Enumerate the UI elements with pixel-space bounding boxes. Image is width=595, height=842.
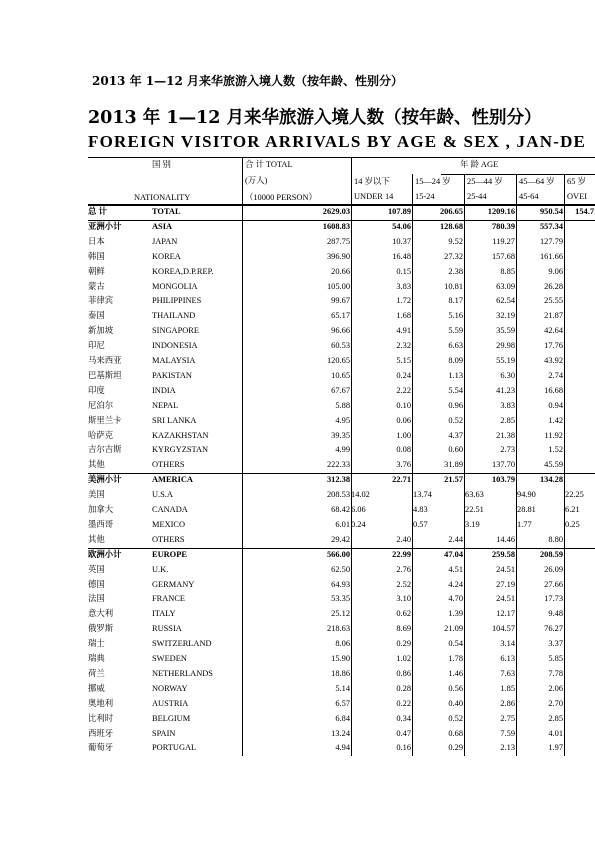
row-value-total: 99.67 — [331, 296, 350, 306]
row-value-total: 105.00 — [326, 281, 350, 291]
column-divider — [242, 204, 243, 756]
row-value-c: 2.73 — [500, 445, 515, 455]
row-name-cn: 欧洲小计 — [88, 549, 122, 559]
row-value-b: 206.65 — [439, 207, 463, 216]
row-value-a: 0.10 — [396, 400, 411, 410]
row-value-total: 20.66 — [331, 266, 350, 276]
row-value-e: 6.21 — [565, 505, 580, 514]
row-value-c: 2.13 — [500, 743, 515, 753]
row-value-a: 0.15 — [396, 266, 411, 276]
row-value-a: 5.15 — [396, 356, 411, 365]
row-value-total: 15.90 — [331, 654, 350, 663]
row-value-total: 287.75 — [326, 236, 350, 246]
row-value-a: 0.06 — [396, 415, 411, 425]
row-value-total: 218.63 — [326, 624, 350, 634]
header-nationality-en: NATIONALITY — [134, 193, 191, 202]
row-value-e: 0.25 — [565, 519, 580, 529]
row-value-a: 2.22 — [396, 385, 411, 395]
row-value-d: 43.92 — [544, 356, 563, 365]
row-value-total: 312.38 — [326, 475, 350, 485]
row-value-b: 0.68 — [448, 728, 463, 738]
row-value-a: 0.86 — [396, 668, 411, 678]
row-name-cn: 美洲小计 — [88, 475, 122, 485]
row-value-b: 5.16 — [448, 311, 463, 321]
row-name-en: SWITZERLAND — [152, 639, 212, 649]
row-value-c: 1209.16 — [487, 207, 515, 216]
row-value-a: 0.22 — [396, 698, 411, 708]
row-value-total: 25.12 — [331, 609, 350, 619]
age-group-label: 65 岁 — [567, 177, 586, 186]
row-value-b: 0.52 — [448, 713, 463, 723]
row-value-a: 3.10 — [396, 594, 411, 604]
row-name-en: NEPAL — [152, 400, 179, 410]
row-name-cn: 吉尔吉斯 — [88, 445, 122, 455]
row-value-a: 14.02 — [351, 490, 370, 500]
row-name-en: SPAIN — [152, 728, 176, 738]
row-value-c: 6.13 — [500, 654, 515, 663]
row-name-cn: 奥地利 — [88, 698, 114, 708]
row-value-a: 4.91 — [396, 326, 411, 336]
row-value-c: 1.85 — [500, 683, 515, 693]
row-value-b: 4.83 — [413, 505, 428, 514]
row-name-en: PHILIPPINES — [152, 296, 202, 306]
row-name-en: INDIA — [152, 385, 176, 395]
row-value-d: 950.54 — [539, 207, 563, 216]
row-value-d: 1.97 — [548, 743, 563, 753]
row-value-d: 1.42 — [548, 415, 563, 425]
row-value-b: 0.60 — [448, 445, 463, 455]
row-value-a: 0.24 — [396, 370, 411, 380]
row-value-b: 8.17 — [448, 296, 463, 306]
row-name-en: GERMANY — [152, 579, 195, 589]
column-divider — [564, 204, 565, 756]
row-name-cn: 巴基斯坦 — [88, 370, 122, 380]
row-value-b: 0.96 — [448, 400, 463, 410]
row-value-total: 60.53 — [331, 341, 350, 351]
row-value-total: 62.50 — [331, 564, 350, 574]
row-value-d: 2.70 — [548, 698, 563, 708]
row-name-en: AUSTRIA — [152, 698, 189, 708]
row-value-c: 32.19 — [496, 311, 515, 321]
row-value-a: 1.72 — [396, 296, 411, 306]
row-value-d: 9.06 — [548, 266, 563, 276]
row-value-total: 8.06 — [335, 639, 350, 649]
row-value-d: 25.55 — [544, 296, 563, 306]
row-value-c: 63.63 — [465, 490, 484, 500]
row-name-cn: 英国 — [88, 564, 105, 574]
row-value-c: 55.19 — [496, 356, 515, 365]
row-name-cn: 葡萄牙 — [88, 743, 114, 753]
row-value-total: 396.90 — [326, 251, 350, 261]
row-value-d: 94.90 — [517, 490, 536, 500]
row-value-b: 2.38 — [448, 266, 463, 276]
row-value-a: 3.83 — [396, 281, 411, 291]
row-value-d: 2.74 — [548, 370, 563, 380]
row-value-total: 6.84 — [335, 713, 350, 723]
row-value-c: 2.75 — [500, 713, 515, 723]
header-total-unit-cn: (万人) — [245, 176, 268, 185]
row-value-b: 9.52 — [448, 236, 463, 246]
row-value-total: 4.95 — [335, 415, 350, 425]
row-name-cn: 其他 — [88, 534, 105, 544]
row-value-d: 7.78 — [548, 668, 563, 678]
row-value-b: 4.24 — [448, 579, 463, 589]
row-name-cn: 尼泊尔 — [88, 400, 114, 410]
age-group-label: 45—64 岁 — [519, 177, 555, 186]
row-name-cn: 美国 — [88, 490, 105, 500]
row-name-en: KYRGYZSTAN — [152, 445, 209, 455]
row-name-en: SWEDEN — [152, 654, 187, 663]
row-value-a: 2.32 — [396, 341, 411, 351]
row-value-total: 4.99 — [335, 445, 350, 455]
arrivals-table — [88, 157, 595, 767]
row-value-d: 26.28 — [544, 281, 563, 291]
row-value-a: 2.40 — [396, 534, 411, 544]
table-title-en: FOREIGN VISITOR ARRIVALS BY AGE & SEX , JAN-DE — [88, 132, 587, 151]
row-name-cn: 其他 — [88, 460, 105, 470]
row-value-b: 27.32 — [444, 251, 463, 261]
row-value-c: 2.86 — [500, 698, 515, 708]
row-value-total: 4.94 — [335, 743, 350, 753]
row-value-d: 27.66 — [544, 579, 563, 589]
row-value-a: 1.02 — [396, 654, 411, 663]
row-name-en: NORWAY — [152, 683, 188, 693]
age-group-label: 15-24 — [415, 192, 435, 201]
row-value-a: 3.76 — [396, 460, 411, 470]
row-value-b: 0.54 — [448, 639, 463, 649]
row-value-total: 2629.03 — [322, 207, 350, 216]
row-value-a: 22.99 — [392, 549, 411, 559]
row-value-d: 161.66 — [539, 251, 563, 261]
row-value-d: 4.01 — [548, 728, 563, 738]
row-name-en: THAILAND — [152, 311, 196, 321]
row-value-c: 24.51 — [496, 564, 515, 574]
row-value-total: 64.93 — [331, 579, 350, 589]
row-value-c: 41.23 — [496, 385, 515, 395]
row-name-cn: 菲律宾 — [88, 296, 114, 306]
row-value-c: 157.68 — [491, 251, 515, 261]
column-divider — [351, 204, 352, 756]
row-value-total: 5.88 — [335, 400, 350, 410]
row-name-en: AMERICA — [152, 475, 193, 485]
row-value-a: 2.52 — [396, 579, 411, 589]
row-value-b: 0.57 — [413, 519, 428, 529]
age-group-label: UNDER 14 — [354, 192, 394, 201]
row-value-total: 120.65 — [326, 356, 350, 365]
row-value-b: 0.52 — [448, 415, 463, 425]
row-name-en: TOTAL — [152, 207, 181, 216]
row-name-en: BELGIUM — [152, 713, 191, 723]
row-value-e: 154.7 — [575, 207, 594, 216]
row-value-b: 13.74 — [413, 490, 432, 500]
row-value-total: 222.33 — [326, 460, 350, 470]
row-name-en: INDONESIA — [152, 341, 198, 351]
row-value-b: 1.78 — [448, 654, 463, 663]
row-name-en: MALAYSIA — [152, 356, 196, 365]
row-name-en: MONGOLIA — [152, 281, 198, 291]
row-value-d: 127.79 — [539, 236, 563, 246]
row-value-total: 6.01 — [335, 519, 350, 529]
column-divider — [464, 204, 465, 756]
row-name-cn: 蒙古 — [88, 281, 105, 291]
row-value-total: 96.66 — [331, 326, 350, 336]
row-value-d: 208.59 — [539, 549, 563, 559]
row-name-cn: 加拿大 — [88, 505, 114, 514]
row-value-b: 21.57 — [444, 475, 463, 485]
row-value-c: 3.83 — [500, 400, 515, 410]
row-name-cn: 挪威 — [88, 683, 105, 693]
row-value-d: 42.64 — [544, 326, 563, 336]
row-value-d: 17.76 — [544, 341, 563, 351]
row-name-cn: 荷兰 — [88, 668, 105, 678]
row-value-total: 53.35 — [331, 594, 350, 604]
age-group-label: 45-64 — [519, 192, 539, 201]
row-value-c: 6.30 — [500, 370, 515, 380]
row-value-d: 28.81 — [517, 505, 536, 514]
row-value-b: 1.39 — [448, 609, 463, 619]
row-name-en: ASIA — [152, 221, 173, 231]
row-value-b: 4.51 — [448, 564, 463, 574]
row-value-d: 11.92 — [544, 430, 563, 440]
row-value-c: 119.27 — [492, 236, 515, 246]
header-nationality-cn: 国 别 — [152, 160, 171, 169]
row-name-cn: 日本 — [88, 236, 105, 246]
row-value-a: 2.76 — [396, 564, 411, 574]
row-value-c: 7.63 — [500, 668, 515, 678]
row-value-c: 259.58 — [491, 549, 515, 559]
row-value-c: 103.79 — [491, 475, 515, 485]
row-value-a: 0.28 — [396, 683, 411, 693]
row-value-b: 31.89 — [444, 460, 463, 470]
row-value-d: 0.94 — [548, 400, 563, 410]
row-value-b: 21.09 — [444, 624, 463, 634]
row-value-c: 22.51 — [465, 505, 484, 514]
row-value-d: 76.27 — [544, 624, 563, 634]
row-value-b: 1.13 — [448, 370, 463, 380]
row-value-b: 1.46 — [448, 668, 463, 678]
row-value-a: 6.06 — [351, 505, 366, 514]
row-value-b: 47.04 — [444, 549, 463, 559]
row-value-total: 67.67 — [331, 385, 350, 395]
row-name-en: U.K. — [152, 564, 169, 574]
row-value-a: 10.37 — [392, 236, 411, 246]
row-value-b: 4.37 — [448, 430, 463, 440]
row-value-d: 134.28 — [539, 475, 563, 485]
age-group-label: OVEI — [567, 192, 588, 201]
row-value-total: 18.86 — [331, 668, 350, 678]
row-value-c: 8.85 — [500, 266, 515, 276]
row-name-en: PAKISTAN — [152, 370, 192, 380]
row-value-total: 39.35 — [331, 430, 350, 440]
row-name-en: CANADA — [152, 505, 188, 514]
row-value-c: 63.09 — [496, 281, 515, 291]
row-value-c: 7.59 — [500, 728, 515, 738]
row-name-cn: 哈萨克 — [88, 430, 114, 440]
row-name-cn: 亚洲小计 — [88, 221, 122, 231]
row-value-c: 62.54 — [496, 296, 515, 306]
row-value-b: 0.56 — [448, 683, 463, 693]
row-name-en: KOREA,D.P.REP. — [152, 266, 214, 276]
row-name-cn: 西班牙 — [88, 728, 114, 738]
row-name-en: KAZAKHSTAN — [152, 430, 209, 440]
row-value-a: 0.16 — [396, 743, 411, 753]
row-value-a: 16.48 — [392, 251, 411, 261]
row-name-en: NETHERLANDS — [152, 668, 213, 678]
row-value-d: 557.34 — [539, 221, 563, 231]
row-value-c: 27.19 — [496, 579, 515, 589]
row-value-c: 35.59 — [496, 326, 515, 336]
row-value-d: 45.59 — [544, 460, 563, 470]
row-value-b: 0.29 — [448, 743, 463, 753]
row-name-en: U.S.A — [152, 490, 173, 500]
row-value-a: 0.29 — [396, 639, 411, 649]
row-value-c: 3.19 — [465, 519, 480, 529]
row-value-c: 14.46 — [496, 534, 515, 544]
row-name-cn: 印度 — [88, 385, 105, 395]
row-value-b: 2.44 — [448, 534, 463, 544]
row-value-a: 0.24 — [351, 519, 366, 529]
row-value-c: 104.57 — [491, 624, 515, 634]
row-value-c: 2.85 — [500, 415, 515, 425]
row-value-d: 21.87 — [544, 311, 563, 321]
row-name-en: KOREA — [152, 251, 181, 261]
row-name-cn: 法国 — [88, 594, 105, 604]
row-name-en: MEXICO — [152, 519, 186, 529]
row-value-c: 21.38 — [496, 430, 515, 440]
row-value-b: 6.63 — [448, 341, 463, 351]
row-value-d: 16.68 — [544, 385, 563, 395]
row-name-cn: 斯里兰卡 — [88, 415, 122, 425]
row-name-cn: 比利时 — [88, 713, 114, 723]
row-name-cn: 瑞士 — [88, 639, 105, 649]
row-value-d: 1.77 — [517, 519, 532, 529]
row-name-en: SRI LANKA — [152, 415, 197, 425]
row-value-a: 8.69 — [396, 624, 411, 634]
row-value-total: 10.65 — [331, 370, 350, 380]
row-value-a: 1.68 — [396, 311, 411, 321]
row-value-d: 1.52 — [548, 445, 563, 455]
row-value-b: 4.70 — [448, 594, 463, 604]
row-value-d: 9.48 — [548, 609, 563, 619]
row-value-c: 12.17 — [496, 609, 515, 619]
row-name-cn: 意大利 — [88, 609, 114, 619]
row-value-d: 3.37 — [548, 639, 563, 649]
row-name-en: OTHERS — [152, 460, 185, 470]
row-name-en: ITALY — [152, 609, 176, 619]
age-group-label: 25—44 岁 — [467, 177, 503, 186]
row-value-d: 2.85 — [548, 713, 563, 723]
row-name-cn: 韩国 — [88, 251, 105, 261]
row-value-d: 8.80 — [548, 534, 563, 544]
row-name-cn: 墨西哥 — [88, 519, 114, 529]
row-value-b: 5.54 — [448, 385, 463, 395]
row-name-en: JAPAN — [152, 236, 178, 246]
row-value-a: 0.34 — [396, 713, 411, 723]
row-value-b: 0.40 — [448, 698, 463, 708]
row-value-total: 29.42 — [331, 534, 350, 544]
row-value-b: 128.68 — [439, 221, 463, 231]
page-heading: 2013 年 1—12 月来华旅游入境人数（按年龄、性别分） — [92, 74, 403, 88]
row-name-en: PORTUGAL — [152, 743, 197, 753]
age-group-label: 25-44 — [467, 192, 487, 201]
row-value-b: 8.09 — [448, 356, 463, 365]
row-value-d: 5.85 — [548, 654, 563, 663]
row-value-b: 5.59 — [448, 326, 463, 336]
row-value-a: 0.62 — [396, 609, 411, 619]
row-name-cn: 泰国 — [88, 311, 105, 321]
header-age: 年 龄 AGE — [460, 160, 499, 169]
row-value-d: 2.06 — [548, 683, 563, 693]
row-value-a: 22.71 — [392, 475, 411, 485]
row-name-cn: 印尼 — [88, 341, 105, 351]
row-name-cn: 新加坡 — [88, 326, 114, 336]
row-value-b: 10.81 — [444, 281, 463, 291]
row-name-en: EUROPE — [152, 549, 187, 559]
row-value-d: 17.73 — [544, 594, 563, 604]
row-name-cn: 马来西亚 — [88, 356, 122, 365]
row-value-a: 1.00 — [396, 430, 411, 440]
row-value-a: 0.08 — [396, 445, 411, 455]
row-value-total: 1608.83 — [322, 221, 350, 231]
row-name-en: OTHERS — [152, 534, 185, 544]
row-value-a: 0.47 — [396, 728, 411, 738]
row-name-en: FRANCE — [152, 594, 186, 604]
column-divider — [412, 204, 413, 756]
row-value-c: 3.14 — [500, 639, 515, 649]
row-name-cn: 俄罗斯 — [88, 624, 114, 634]
row-value-total: 65.17 — [331, 311, 350, 321]
row-value-total: 6.57 — [335, 698, 350, 708]
row-value-d: 26.09 — [544, 564, 563, 574]
row-value-total: 5.14 — [335, 683, 350, 693]
row-name-en: SINGAPORE — [152, 326, 199, 336]
row-value-e: 22.25 — [565, 490, 584, 500]
row-value-c: 24.51 — [496, 594, 515, 604]
row-value-a: 107.89 — [387, 207, 411, 216]
row-value-total: 68.42 — [331, 505, 350, 514]
column-divider — [516, 204, 517, 756]
table-title-cn: 2013 年 1—12 月来华旅游入境人数（按年龄、性别分） — [88, 108, 542, 128]
header-total-unit-en: （10000 PERSON） — [245, 193, 317, 202]
row-value-a: 54.06 — [392, 221, 411, 231]
row-value-c: 29.98 — [496, 341, 515, 351]
row-name-cn: 瑞典 — [88, 654, 105, 663]
age-group-label: 15—24 岁 — [415, 177, 451, 186]
row-value-total: 566.00 — [326, 549, 350, 559]
row-value-c: 780.39 — [491, 221, 515, 231]
row-value-c: 137.70 — [491, 460, 515, 470]
header-total-cn: 合 计 TOTAL — [245, 160, 293, 169]
row-value-total: 13.24 — [331, 728, 350, 738]
row-name-cn: 总 计 — [88, 207, 107, 216]
row-name-en: RUSSIA — [152, 624, 182, 634]
age-group-label: 14 岁以下 — [354, 177, 390, 186]
row-name-cn: 德国 — [88, 579, 105, 589]
row-name-cn: 朝鲜 — [88, 266, 105, 276]
row-value-total: 208.53 — [326, 490, 350, 500]
